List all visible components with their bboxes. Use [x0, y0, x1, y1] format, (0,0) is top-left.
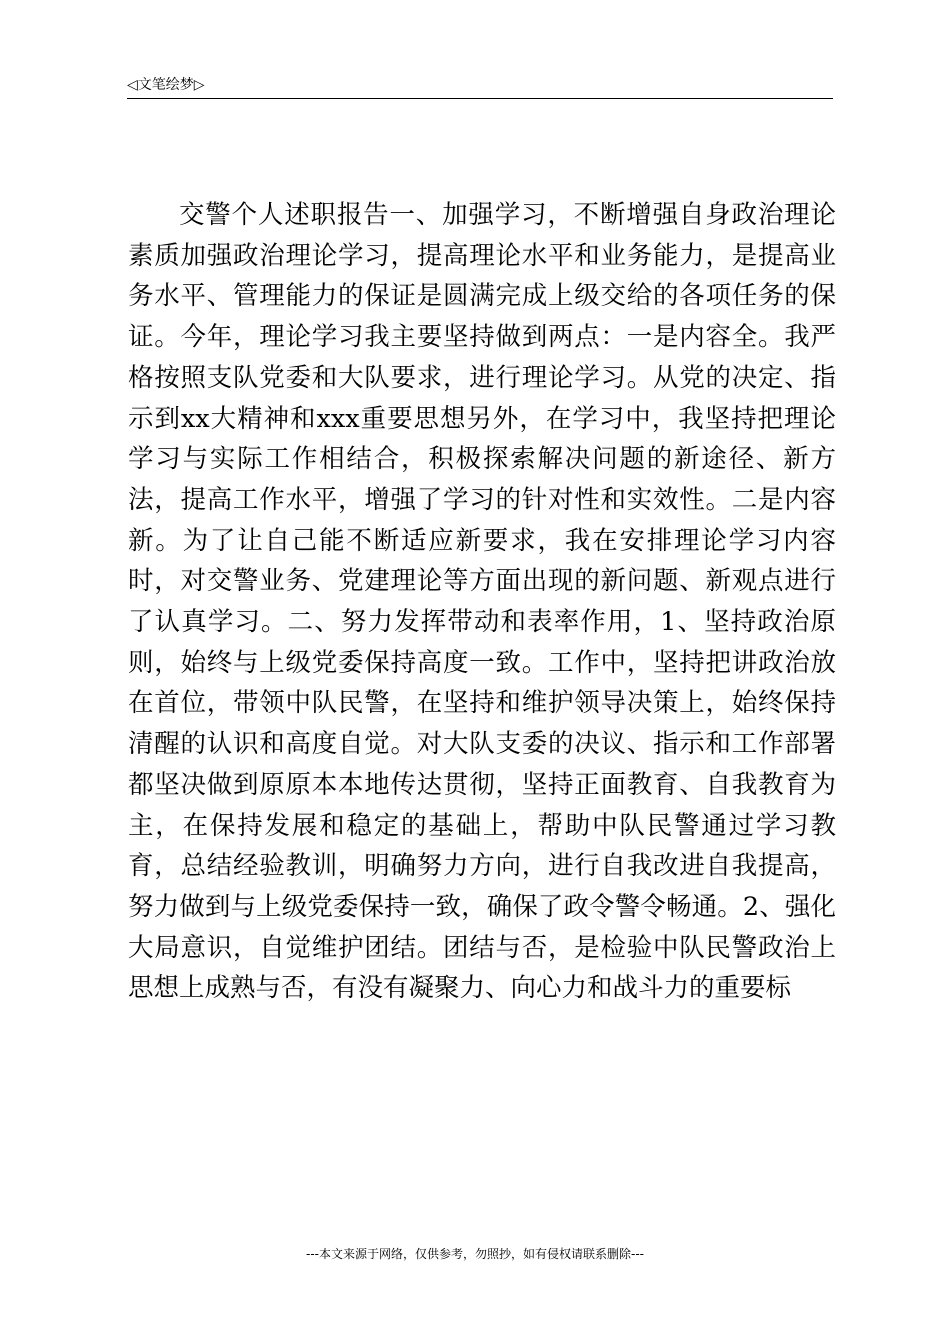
document-body: 交警个人述职报告一、加强学习，不断增强自身政治理论素质加强政治理论学习，提高理论水平和业务能力，是提高业务水平、管理能力的保证是圆满完成上级交给的各项任务的保证。今年，理论学习我主要坚持做到两点：一是内容全。我严格按照支队党委和大队要求，进行理论学习。从党的决定、指示到xx大精神和xxx重要思想另外，在学习中，我坚持把理论学习与实际工作相结合，积极探索解决问题的新途径、新方法，提高工作水平，增强了学习的针对性和实效性。二是内容新。为了让自己能不断适应新要求，我在安排理论学习内容时，对交警业务、党建理论等方面出现的新问题、新观点进行了认真学习。二、努力发挥带动和表率作用，1、坚持政治原则，始终与上级党委保持高度一致。工作中，坚持把讲政治放在首位，带领中队民警，在坚持和维护领导决策上，始终保持清醒的认识和高度自觉。对大队支委的决议、指示和工作部署都坚决做到原原本本地传达贯彻，坚持正面教育、自我教育为主，在保持发展和稳定的基础上，帮助中队民警通过学习教育，总结经验教训，明确努力方向，进行自我改进自我提高，努力做到与上级党委保持一致，确保了政令警令畅通。2、强化大局意识，自觉维护团结。团结与否，是检验中队民警政治上思想上成熟与否，有没有凝聚力、向心力和战斗力的重要标	[128, 200, 836, 1004]
page-footer: ---本文来源于网络，仅供参考，勿照抄，如有侵权请联系删除---	[306, 1247, 644, 1261]
page-header	[127, 72, 833, 99]
header-title: ◁文笔绘梦▷	[127, 77, 205, 93]
